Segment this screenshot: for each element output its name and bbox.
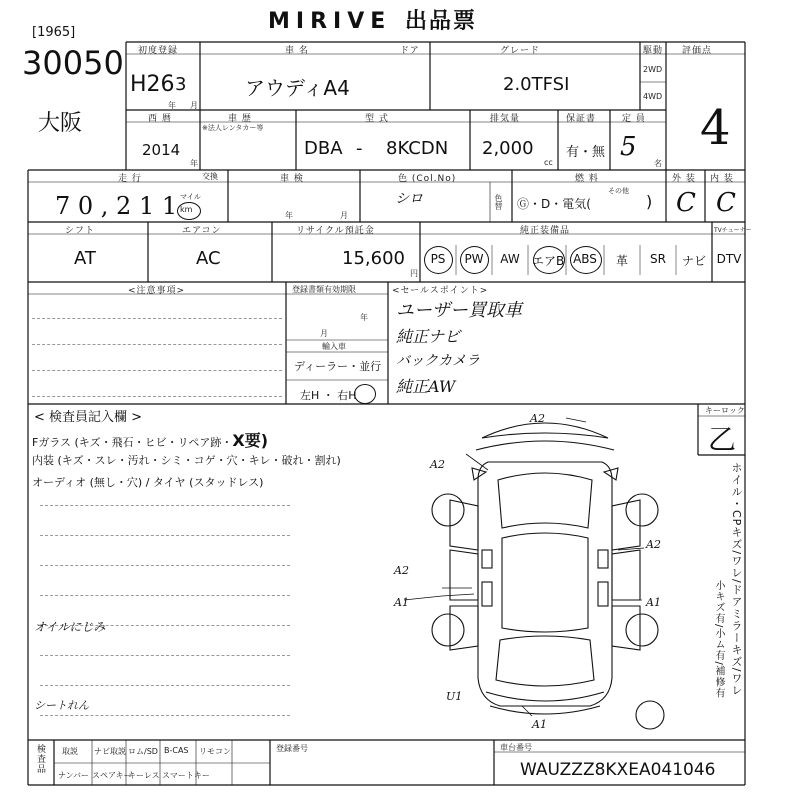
- equipment-abs: ABS: [573, 252, 597, 266]
- equipment-leather: 革: [615, 254, 628, 268]
- equipment-sunroof: SR: [650, 252, 666, 266]
- vertical-note-wheel: ホイル・CPキズ/ワレ/ドアミラーキズ/ワレ: [730, 462, 743, 697]
- label-western-year: 西 暦: [148, 114, 172, 124]
- inspector-dash-2: [40, 535, 290, 536]
- inspector-line-3: オーディオ (無し・穴) / タイヤ (スタッドレス): [32, 476, 264, 489]
- car-name-value: アウディA4: [245, 76, 350, 100]
- model-prefix: DBA: [304, 138, 343, 159]
- km-unit: km: [180, 205, 193, 214]
- vertical-note-small: 小キズ有/小ム有/補修有: [713, 580, 724, 699]
- venue-name: 大阪: [38, 111, 83, 136]
- mark-right-a1-top: A2: [646, 538, 661, 551]
- label-caution: <注意事項>: [128, 286, 186, 296]
- label-grade: グレード: [500, 46, 541, 56]
- inspector-line-1-mark: X要): [232, 431, 269, 450]
- caution-line-1: [32, 318, 282, 319]
- label-drive: 駆動: [643, 46, 664, 56]
- sales-point-4: 純正AW: [396, 377, 456, 396]
- footer-item-rom: ロム/SD: [128, 747, 158, 756]
- label-key-lock: キーロック: [705, 406, 745, 415]
- circle-right-hand: [354, 384, 376, 404]
- inspector-dash-7: [40, 685, 290, 686]
- exterior-grade: C: [676, 188, 696, 218]
- equipment-ps: PS: [430, 252, 446, 266]
- aircon-value: AC: [196, 248, 221, 269]
- equipment-pw: PW: [464, 252, 484, 266]
- fuel-options: Ⓖ・D・電気(: [517, 197, 591, 211]
- caution-line-4: [32, 396, 282, 397]
- model-code: 8KCDN: [386, 138, 449, 159]
- capacity-value: 5: [620, 132, 637, 162]
- footer-item-spare-key: スペアキー: [92, 771, 132, 780]
- label-score: 評価点: [682, 46, 713, 56]
- label-equipment: 純正装備品: [520, 226, 571, 236]
- footer-item-plate: ナンバー: [58, 771, 90, 780]
- reg-expiry-month: 月: [320, 329, 328, 338]
- first-registration-month: 3: [175, 74, 187, 95]
- drive-2wd: 2WD: [643, 65, 663, 74]
- label-chassis-number: 車台番号: [500, 743, 532, 752]
- label-recycle: リサイクル預託金: [296, 226, 375, 236]
- label-inspection: 車 検: [280, 174, 304, 184]
- inspector-box-title: < 検査員記入欄 >: [34, 410, 143, 425]
- dealer-select: ディーラー・並行: [294, 360, 382, 373]
- label-color-swap: 色替: [494, 194, 503, 210]
- inspector-line-1: [32, 428, 268, 451]
- brand-name: MIRIVE: [268, 9, 392, 34]
- sales-point-1: ユーザー買取車: [396, 300, 522, 321]
- circle-pw: [460, 246, 489, 274]
- person-unit: 名: [654, 159, 662, 168]
- label-model-type: 型 式: [365, 114, 389, 124]
- roof-mark-1: A2: [530, 412, 545, 425]
- footer-item-smartkey: スマートキー: [162, 771, 210, 780]
- label-color: 色 (Col.No): [398, 174, 457, 184]
- footer-item-navi-manual: ナビ取説: [94, 747, 126, 756]
- first-registration-era-year: H26: [130, 72, 175, 97]
- mark-right-a1-bottom: A1: [646, 596, 661, 609]
- label-car-name: 車 名: [285, 46, 309, 56]
- warranty-value: 有・無: [566, 145, 606, 160]
- mark-left-a1: A1: [394, 596, 409, 609]
- label-footer-inspection: 検査品: [35, 744, 45, 774]
- inspector-dash-1: [40, 505, 290, 506]
- inspector-dash-3: [40, 565, 290, 566]
- label-vehicle-history: 車 歴: [228, 114, 252, 124]
- mark-left-a2: A2: [394, 564, 409, 577]
- label-mileage: 走 行: [118, 174, 142, 184]
- label-interior: 内 装: [710, 174, 734, 184]
- label-shift: シフト: [65, 226, 96, 236]
- inspector-dash-8: [40, 715, 290, 716]
- document-title: 出品票: [404, 9, 477, 34]
- sales-point-2: 純正ナビ: [396, 327, 461, 346]
- displacement-value: 2,000: [482, 138, 534, 159]
- handle-select: 左H ・ 右H: [300, 389, 357, 402]
- score-value: 4: [700, 100, 731, 156]
- inspector-dash-4: [40, 595, 290, 596]
- equipment-airbag: エアB: [532, 254, 565, 268]
- circle-airbag: [533, 246, 565, 274]
- label-reg-expiry: 登録書類有効期限: [292, 285, 356, 294]
- label-sales-point: <セールスポイント>: [392, 286, 489, 296]
- model-dash: -: [356, 138, 363, 159]
- mark-rear: A1: [532, 718, 547, 731]
- equipment-dtv: DTV: [716, 252, 742, 266]
- label-aircon: エアコン: [182, 226, 222, 236]
- inspector-line-2: 内装 (キズ・スレ・汚れ・シミ・コゲ・穴・キレ・破れ・割れ): [32, 454, 341, 467]
- footer-item-remote: リモコン: [199, 747, 231, 756]
- caution-line-3: [32, 370, 282, 371]
- note-oil-leak: オイルにじみ: [34, 620, 106, 634]
- color-value: シロ: [395, 191, 423, 207]
- label-capacity: 定 員: [622, 114, 646, 124]
- label-warranty: 保証書: [566, 114, 597, 124]
- grade-value: 2.0TFSI: [503, 74, 570, 95]
- equipment-navi: ナビ: [681, 254, 706, 268]
- inspection-month-mark: 月: [340, 211, 348, 220]
- interior-grade: C: [716, 188, 736, 218]
- label-exterior: 外 装: [672, 174, 696, 184]
- inspector-dash-6: [40, 655, 290, 656]
- note-seat: シートれん: [34, 699, 89, 712]
- vehicle-history-sub: ※法人レンタカー等: [202, 124, 264, 132]
- mile-unit: マイル: [180, 193, 201, 201]
- year-mark: 年: [168, 101, 176, 110]
- label-fuel: 燃 料: [575, 174, 599, 184]
- sales-point-3: バックカメラ: [396, 353, 480, 369]
- lot-code: [1965]: [32, 25, 76, 40]
- roof-mark-2: A2: [430, 458, 445, 471]
- reg-expiry-year: 年: [360, 313, 368, 322]
- label-displacement: 排気量: [490, 114, 521, 124]
- caution-line-2: [32, 344, 282, 345]
- equipment-aw: AW: [500, 252, 520, 266]
- cc-unit: cc: [544, 158, 553, 167]
- mileage-value: 7 0 , 2 1 1: [55, 192, 178, 220]
- year-value: 2014: [142, 141, 181, 159]
- circle-abs: [570, 246, 602, 274]
- label-import-car: 輸入車: [322, 342, 346, 351]
- fuel-close: ): [646, 192, 653, 211]
- label-first-registration: 初度登録: [138, 46, 179, 56]
- year-mark-2: 年: [190, 159, 198, 168]
- month-mark: 月: [190, 101, 198, 110]
- circle-ps: [424, 246, 453, 274]
- label-meter-swap: 交換: [202, 172, 218, 181]
- car-damage-diagram: [390, 410, 700, 740]
- recycle-fee-value: 15,600: [342, 248, 405, 269]
- inspection-year-mark: 年: [285, 211, 293, 220]
- mark-u1: U1: [446, 690, 463, 703]
- lot-number: 30050: [22, 44, 124, 82]
- label-doors: ドア: [400, 46, 420, 56]
- footer-item-keyless: キーレス: [128, 771, 160, 780]
- fuel-other: その他: [608, 187, 629, 195]
- chassis-number-value: WAUZZZ8KXEA041046: [520, 760, 716, 780]
- label-tv-tuner: TVチューナー: [714, 227, 752, 234]
- key-lock-value: 乙: [708, 423, 737, 456]
- inspector-line-1-text: Fガラス (キズ・飛石・ヒビ・リペア跡・: [32, 436, 233, 449]
- drive-4wd: 4WD: [643, 92, 663, 101]
- shift-value: AT: [74, 248, 96, 269]
- label-registration-no: 登録番号: [276, 744, 308, 753]
- footer-item-bcas: B-CAS: [164, 746, 189, 755]
- footer-item-manual: 取説: [62, 747, 78, 756]
- yen-unit: 円: [410, 269, 418, 278]
